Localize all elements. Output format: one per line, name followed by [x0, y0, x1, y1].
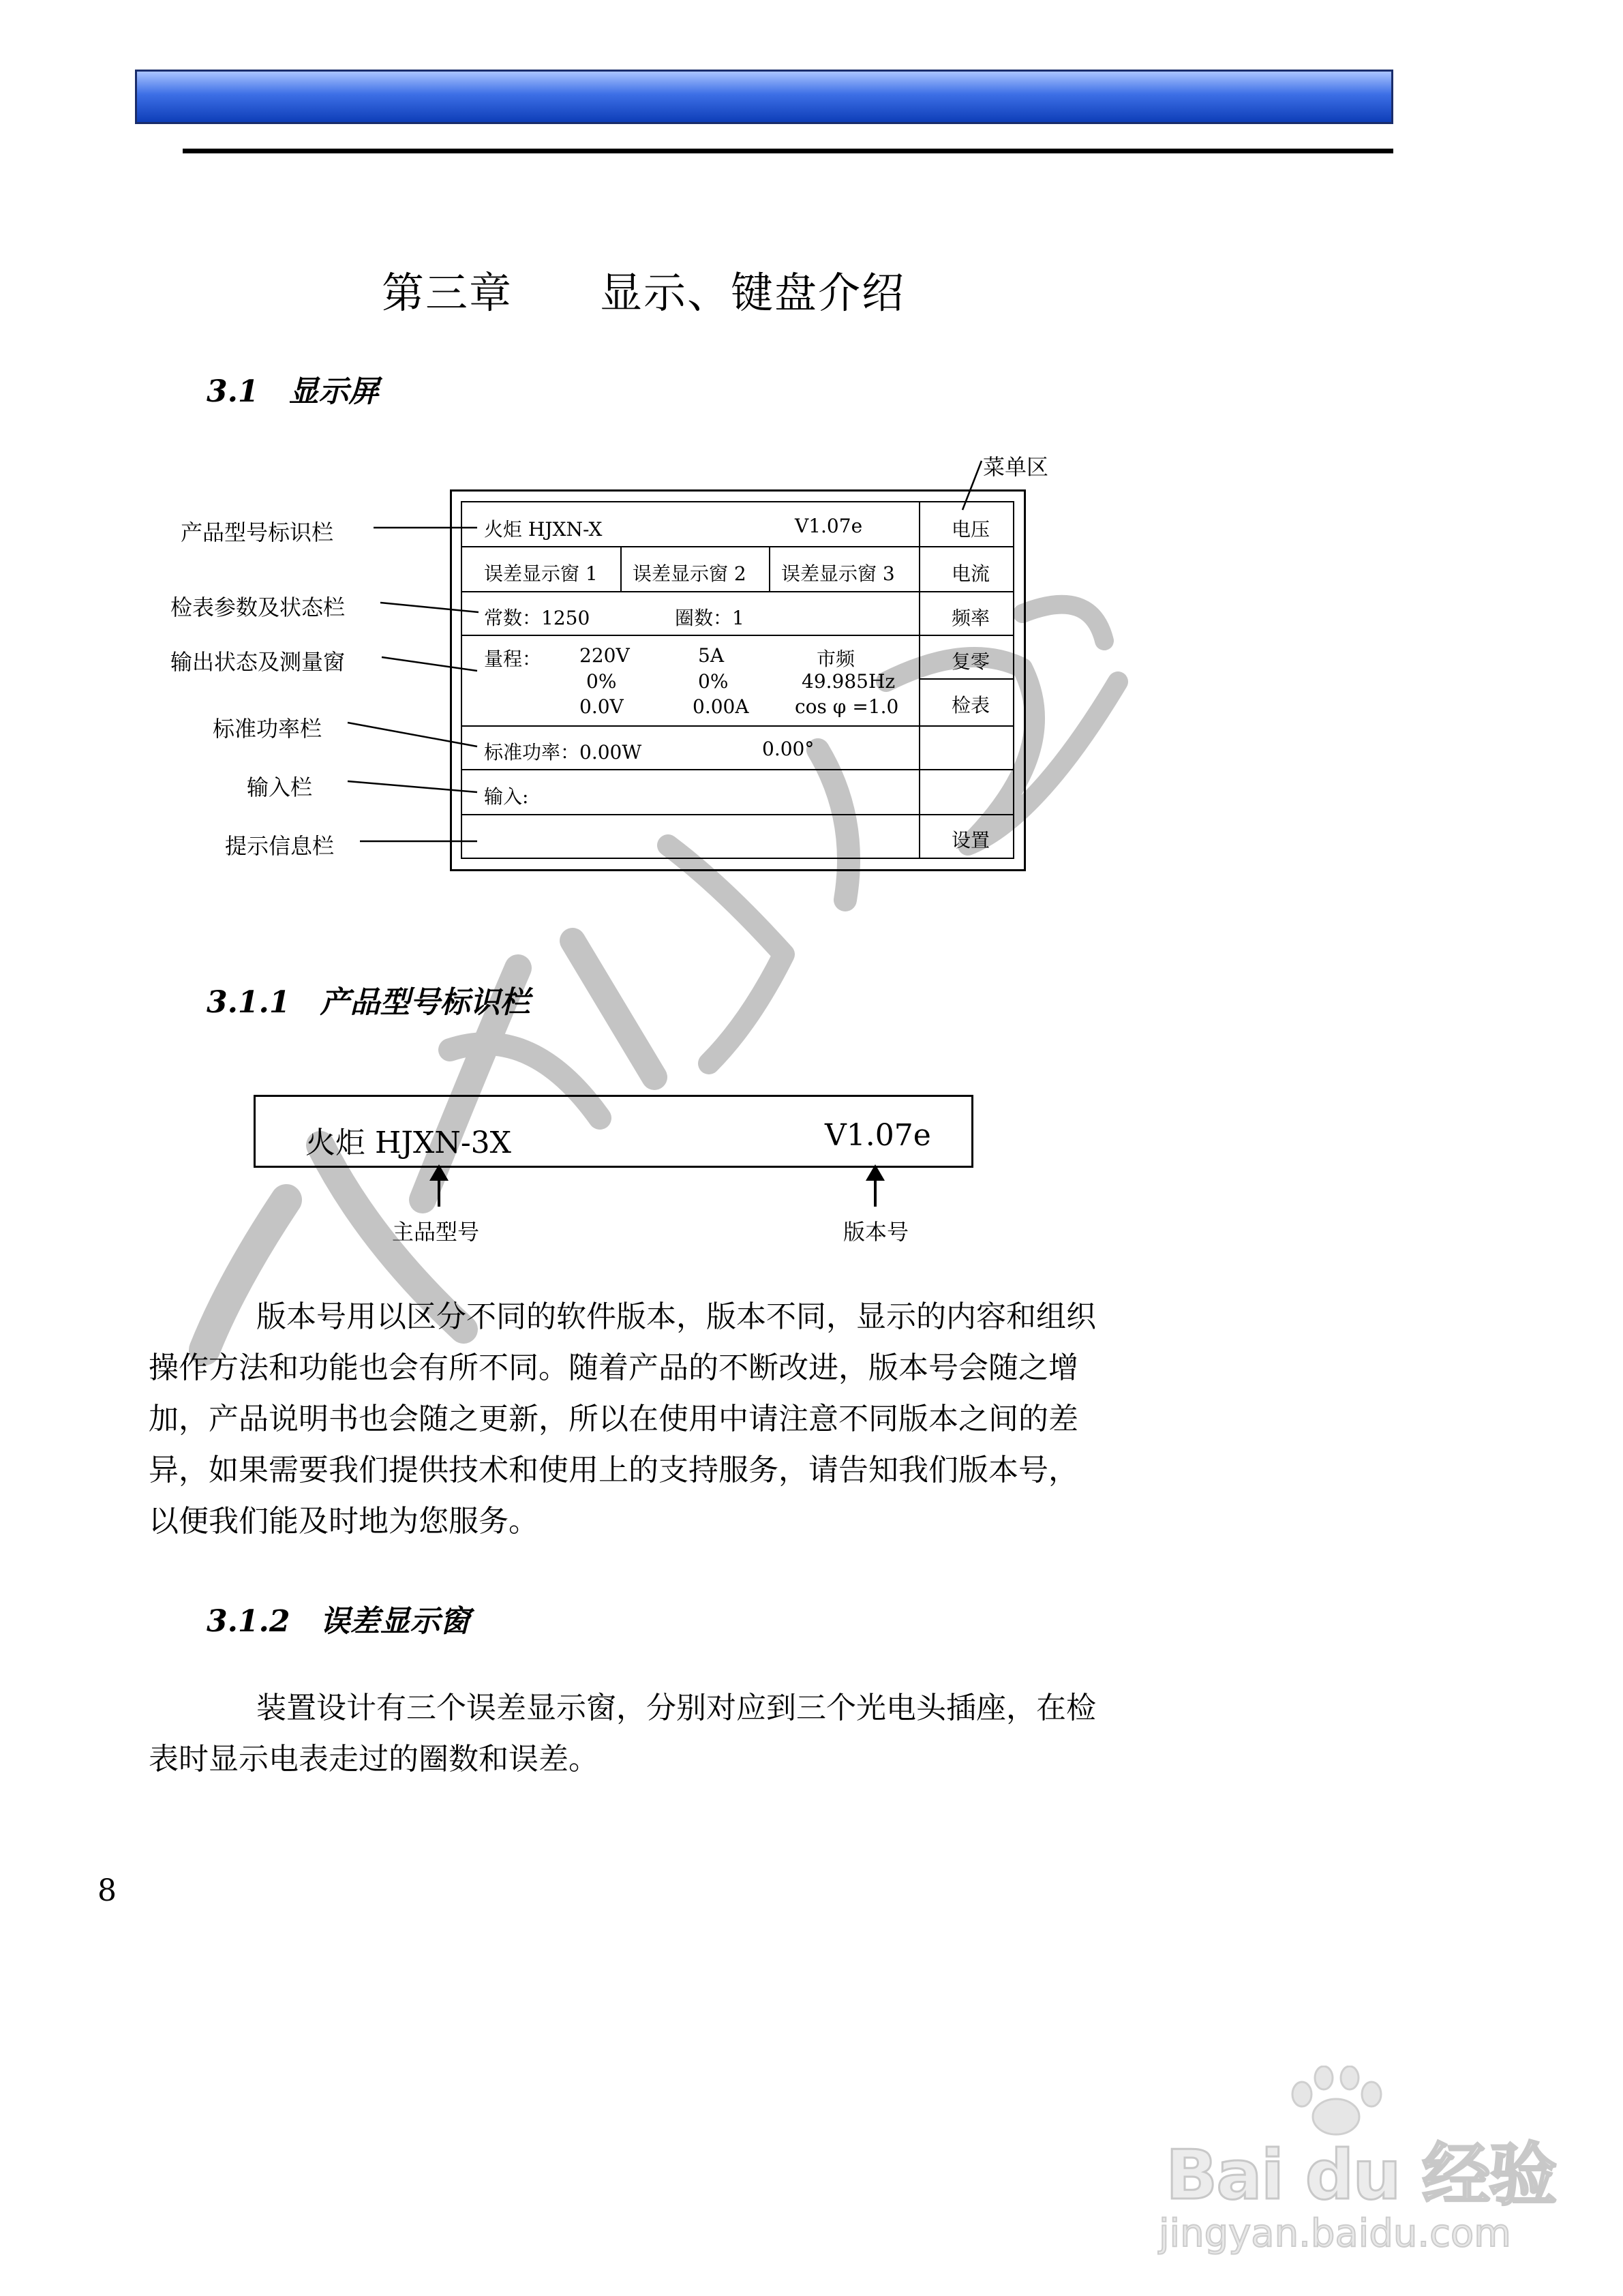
- para1-line1: 版本号用以区分不同的软件版本，版本不同，显示的内容和组织: [256, 1299, 1096, 1334]
- paragraph-error-windows: [149, 1682, 1164, 1785]
- range-label: 量程：: [484, 648, 542, 670]
- meter-constant: 常数：1250: [484, 607, 590, 629]
- power-factor: cos φ =1.0: [795, 695, 899, 718]
- standard-power: 标准功率：0.00W: [484, 741, 642, 764]
- para1-line2: 操作方法和功能也会有所不同。随着产品的不断改进，版本号会随之增: [149, 1350, 1078, 1385]
- callout-std-power-bar: 标准功率栏: [213, 716, 322, 742]
- section-heading-3-1: 3.1 显示屏: [207, 374, 379, 409]
- menu-voltage: 电压: [952, 518, 990, 541]
- model-caption: 主品型号: [392, 1219, 480, 1245]
- paragraph-version-info: [149, 1291, 1164, 1547]
- para2-line1: 装置设计有三个误差显示窗，分别对应到三个光电头插座，在检: [256, 1691, 1096, 1725]
- version-caption: 版本号: [843, 1219, 909, 1245]
- current-range: 5A: [698, 644, 725, 667]
- callout-params-bar: 检表参数及状态栏: [170, 594, 346, 620]
- section-heading-3-1-1: 3.1.1 产品型号标识栏: [207, 985, 530, 1020]
- menu-current: 电流: [952, 562, 990, 585]
- baidu-url-watermark: jingyan.baidu.com: [1159, 2211, 1511, 2256]
- section-heading-3-1-2: 3.1.2 误差显示窗: [207, 1604, 470, 1639]
- current-value: 0.00A: [693, 695, 749, 718]
- menu-reset: 复零: [952, 650, 990, 673]
- voltage-value: 0.0V: [579, 695, 624, 718]
- callout-menu-area: 菜单区: [983, 454, 1049, 480]
- para1-line5: 以便我们能及时地为您服务。: [149, 1504, 539, 1539]
- voltage-percent: 0%: [586, 670, 617, 693]
- input-field: 输入:: [484, 785, 529, 808]
- page-number: 8: [97, 1873, 117, 1908]
- callout-output-window: 输出状态及测量窗: [170, 649, 346, 675]
- para2-line2: 表时显示电表走过的圈数和误差。: [149, 1742, 598, 1777]
- turn-count: 圈数：1: [675, 607, 744, 629]
- error-window-3: 误差显示窗 3: [781, 562, 895, 585]
- callout-input-bar: 输入栏: [247, 774, 313, 800]
- frequency-value: 49.985Hz: [802, 670, 896, 693]
- menu-frequency: 频率: [952, 607, 990, 629]
- error-window-2: 误差显示窗 2: [633, 562, 746, 585]
- callout-model-bar: 产品型号标识栏: [181, 519, 334, 545]
- phase-angle: 0.00°: [762, 738, 815, 760]
- callout-hint-bar: 提示信息栏: [225, 833, 335, 859]
- screen-version: V1.07e: [795, 515, 863, 537]
- baidu-brand-watermark: Bai du 经验: [1166, 2135, 1556, 2215]
- para1-line4: 异，如果需要我们提供技术和使用上的支持服务，请告知我们版本号，: [149, 1453, 1078, 1487]
- screen-model: 火炬 HJXN-X: [484, 518, 603, 541]
- id-bar-model: 火炬 HJXN-3X: [305, 1126, 512, 1160]
- current-percent: 0%: [698, 670, 729, 693]
- frequency-label: 市频: [817, 648, 855, 670]
- menu-settings: 设置: [952, 829, 990, 851]
- chapter-title: 第三章 显示、键盘介绍: [382, 268, 906, 318]
- id-bar-version: V1.07e: [825, 1118, 931, 1153]
- para1-line3: 加，产品说明书也会随之更新，所以在使用中请注意不同版本之间的差: [149, 1402, 1078, 1436]
- voltage-range: 220V: [579, 644, 630, 667]
- menu-check: 检表: [952, 694, 990, 716]
- error-window-1: 误差显示窗 1: [484, 562, 598, 585]
